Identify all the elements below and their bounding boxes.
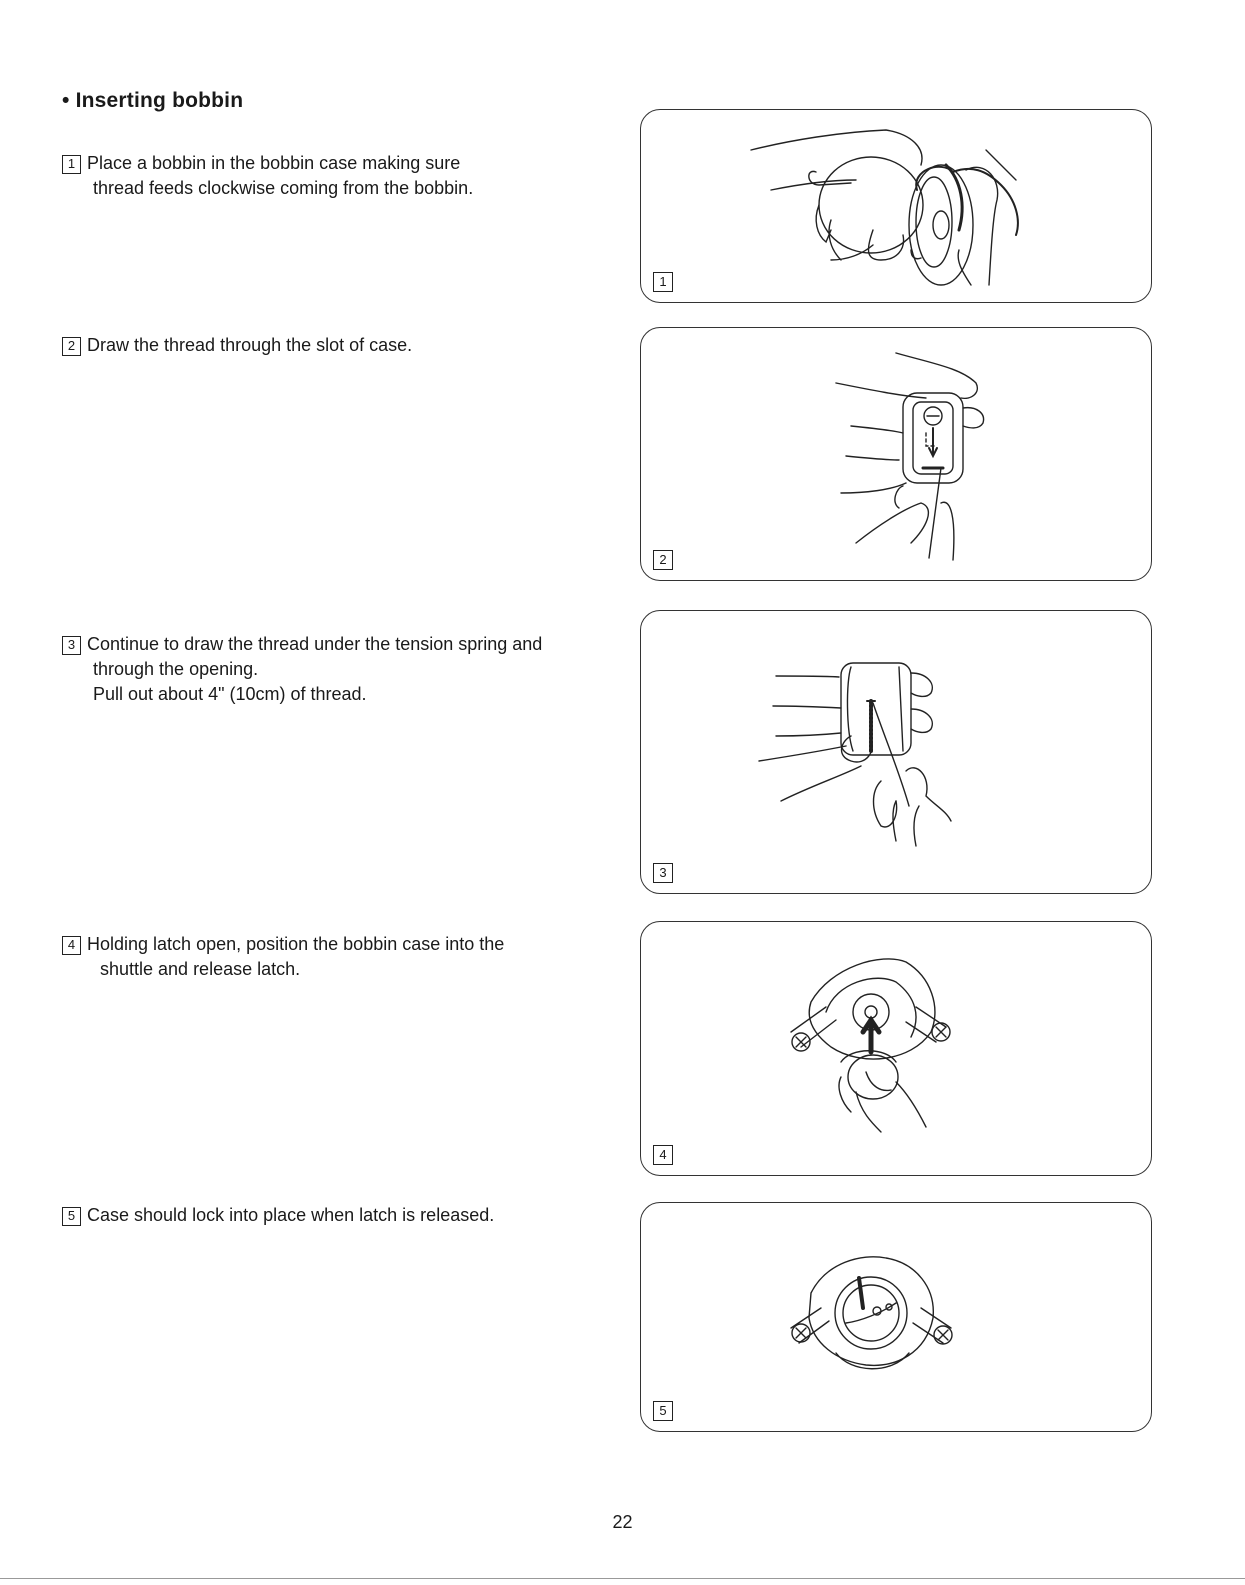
figure-panel-3 [640,610,1152,894]
step-number-box: 4 [62,936,81,955]
step-number-box: 1 [62,155,81,174]
figure-panel-5 [640,1202,1152,1432]
step-number-box: 3 [62,636,81,655]
step-text: through the opening. [93,659,259,679]
figure-number-box: 2 [653,550,673,570]
heading-bullet: • [62,89,70,112]
case-locked-illustration [641,1203,1153,1433]
step-text: Case should lock into place when latch is released. [87,1205,495,1225]
step-text: Pull out about 4" (10cm) of thread. [93,684,367,704]
step-text: Place a bobbin in the bobbin case making sure [87,153,461,173]
case-into-shuttle-illustration [641,922,1153,1177]
section-heading [62,89,243,113]
step-3 [62,632,622,707]
step-text: Continue to draw the thread under the tension spring and [87,634,543,654]
step-text: Draw the thread through the slot of case. [87,335,413,355]
thread-through-slot-illustration [641,328,1153,582]
figure-number-box: 3 [653,863,673,883]
step-number-box: 5 [62,1207,81,1226]
thread-under-tension-spring-illustration [641,611,1153,895]
step-number-box: 2 [62,337,81,356]
step-2 [62,333,622,358]
bottom-divider [0,1578,1245,1579]
step-text: Holding latch open, position the bobbin case into the [87,934,505,954]
figure-number-box: 1 [653,272,673,292]
step-text: thread feeds clockwise coming from the bobbin. [93,178,474,198]
figure-panel-1 [640,109,1152,303]
figure-number-box: 5 [653,1401,673,1421]
step-5 [62,1203,622,1228]
figure-number-box: 4 [653,1145,673,1165]
figure-panel-2 [640,327,1152,581]
heading-title: Inserting bobbin [75,89,244,112]
step-text: shuttle and release latch. [100,959,301,979]
figure-panel-4 [640,921,1152,1176]
step-4 [62,932,622,982]
page-number: 22 [612,1512,633,1532]
bobbin-into-case-illustration [641,110,1153,304]
step-1 [62,151,622,201]
